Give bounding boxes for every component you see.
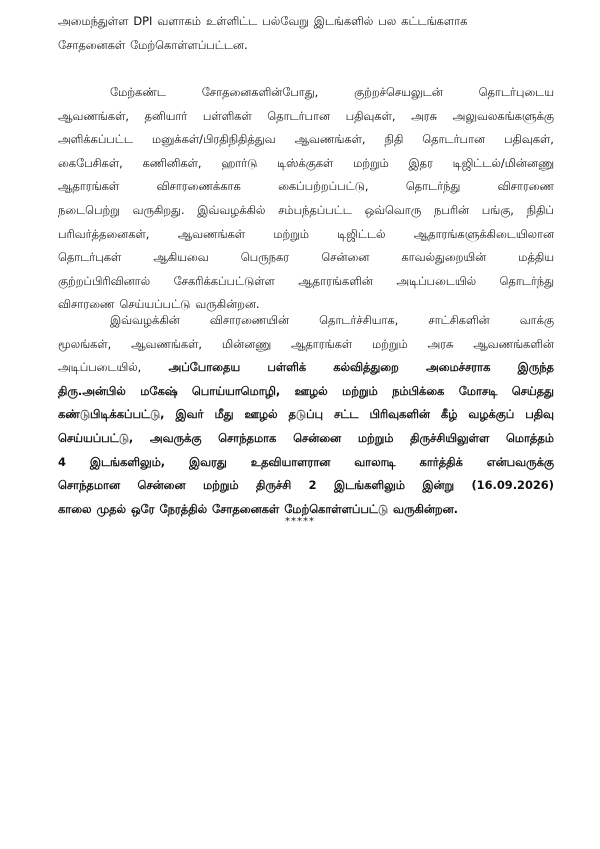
text-line: நடைபெற்று வருகிறது. இவ்வழக்கில் சம்பந்தப்பட்ட ஒவ்வொரு நபரின் பங்கு, நிதிப் bbox=[58, 202, 554, 217]
text-line: அளிக்கப்பட்ட மனுக்கள்/பிரதிநிதித்துவ ஆவணங்கள், நிதி தொடர்பான பதிவுகள், bbox=[58, 132, 554, 147]
text-line: கைபேசிகள், கணினிகள், ஹார்டு டிஸ்க்குகள் மற்றும் இதர டிஜிட்டல்/மின்னணு bbox=[58, 155, 554, 170]
text-line: விசாரணை செய்யப்பட்டு வருகின்றன. bbox=[58, 297, 260, 312]
text-line: சொந்தமான சென்னை மற்றும் திருச்சி 2 இடங்களிலும் இன்று (16.09.2026) bbox=[58, 478, 554, 493]
text-line: சோதனைகள் மேற்கொள்ளப்பட்டன. bbox=[58, 37, 248, 52]
text-line: அடிப்படையில், அப்போதைய பள்ளிக் கல்வித்துறை அமைச்சராக இருந்த bbox=[58, 360, 554, 375]
text-line: பரிவர்த்தனைகள், ஆவணங்கள் மற்றும் டிஜிட்டல் ஆதாரங்களுக்கிடையிலான bbox=[58, 226, 554, 241]
text-line: மூலங்கள், ஆவணங்கள், மின்னணு ஆதாரங்கள் மற்றும் அரசு ஆவணங்களின் bbox=[58, 336, 554, 351]
text-line: காலை முதல் ஒரே நேரத்தில் சோதனைகள் மேற்கொள்ளப்பட்டு வருகின்றன. bbox=[58, 501, 459, 516]
paragraph-1 bbox=[58, 14, 554, 61]
text-line: செய்யப்பட்டு, அவருக்கு சொந்தமாக சென்னை மற்றும் திருச்சியிலுள்ள மொத்தம் bbox=[58, 430, 554, 445]
text-line: கண்டுபிடிக்கப்பட்டு, இவர் மீது ஊழல் தடுப்பு சட்ட பிரிவுகளின் கீழ் வழக்குப் பதிவு bbox=[58, 407, 554, 422]
text-line: ஆவணங்கள், தனியார் பள்ளிகள் தொடர்பான பதிவுகள், அரசு அலுவலகங்களுக்கு bbox=[58, 108, 554, 123]
text-line: குற்றப்பிரிவினால் சேகரிக்கப்பட்டுள்ள ஆதாரங்களின் அடிப்படையில் தொடர்ந்து bbox=[58, 273, 554, 288]
text-line: அமைந்துள்ள DPI வளாகம் உள்ளிட்ட பல்வேறு இடங்களில் பல கட்டங்களாக bbox=[58, 14, 468, 28]
paragraph-2 bbox=[58, 85, 554, 321]
text-line: இவ்வழக்கின் விசாரணையின் தொடர்ச்சியாக, சாட்சிகளின் வாக்கு bbox=[110, 313, 554, 327]
text-line: ஆதாரங்கள் விசாரணைக்காக கைப்பற்றப்பட்டு, தொடர்ந்து விசாரணை bbox=[58, 179, 554, 194]
end-mark: ***** bbox=[285, 516, 315, 527]
text-line: 4 இடங்களிலும், இவரது உதவியாளரான வாலாடி கார்த்திக் என்பவருக்கு bbox=[58, 454, 554, 469]
paragraph-3 bbox=[58, 313, 554, 525]
text-line: மேற்கண்ட சோதனைகளின்போது, குற்றச்செயலுடன் தொடர்புடைய bbox=[110, 85, 554, 99]
text-line: திரு.அன்பில் மகேஷ் பொய்யாமொழி, ஊழல் மற்றும் நம்பிக்கை மோசடி செய்தது bbox=[58, 383, 554, 398]
text-line: தொடர்புகள் ஆகியவை பெருநகர சென்னை காவல்துறையின் மத்திய bbox=[58, 250, 554, 265]
